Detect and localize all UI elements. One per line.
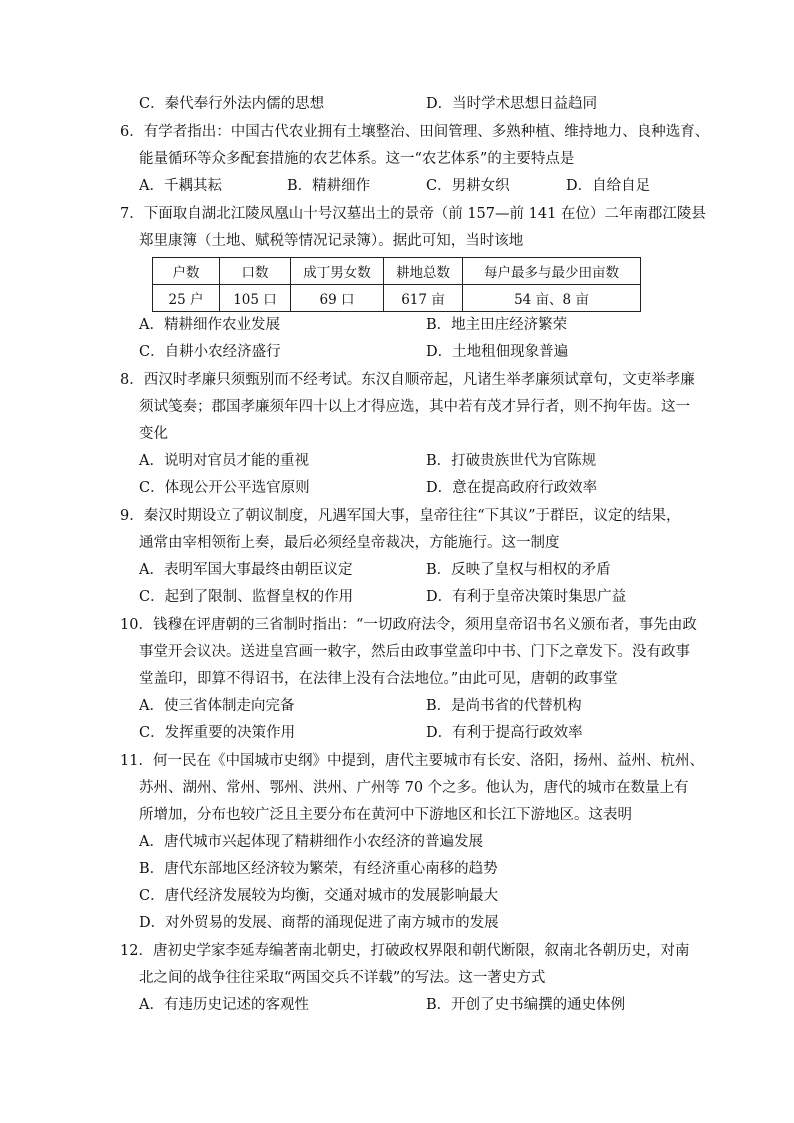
table-header-row [153, 258, 641, 285]
q9-option-c: C．起到了限制、监督皇权的作用 [139, 589, 354, 605]
table-header-cell: 每户最多与最少田亩数 [463, 258, 641, 285]
q9-stem-line-1: 9．秦汉时期设立了朝议制度，凡遇军国大事，皇帝往往“下其议”于群臣，议定的结果， [120, 508, 681, 524]
table-row [153, 285, 641, 312]
q8-stem-line-1: 8．西汉时孝廉只须甄别而不经考试。东汉自顺帝起，凡诸生举孝廉须试章句，文吏举孝廉 [120, 372, 695, 388]
q7-option-c: C．自耕小农经济盛行 [139, 344, 281, 360]
table-header-cell: 成丁男女数 [291, 258, 384, 285]
q10-stem-line-2: 事堂开会议决。送进皇宫画一敕字，然后由政事堂盖印中书、门下之章发下。没有政事 [139, 644, 690, 660]
q7-option-d: D．土地租佃现象普遍 [426, 344, 569, 360]
q6-option-c: C．男耕女织 [426, 178, 510, 194]
q6-option-a: A．千耦其耘 [139, 178, 222, 194]
q10-stem-line-3: 堂盖印，即算不得诏书，在法律上没有合法地位。”由此可见，唐朝的政事堂 [139, 671, 618, 687]
q8-option-d: D．意在提高政府行政效率 [426, 480, 598, 496]
table-cell: 69 口 [291, 285, 384, 312]
q7-stem-line-1: 7．下面取自湖北江陵凤凰山十号汉墓出土的景帝（前 157—前 141 在位）二年南郡江陵县 [120, 206, 706, 222]
q11-option-c: C．唐代经济发展较为均衡，交通对城市的发展影响最大 [139, 888, 499, 904]
q9-option-b: B．反映了皇权与相权的矛盾 [426, 562, 611, 578]
q8-option-c: C．体现公开公平选官原则 [139, 480, 310, 496]
table-cell: 105 口 [220, 285, 291, 312]
q5-option-d: D．当时学术思想日益趋同 [426, 96, 598, 112]
q9-option-d: D．有利于皇帝决策时集思广益 [426, 589, 627, 605]
q6-option-d: D．自给自足 [566, 178, 651, 194]
q10-option-b: B．是尚书省的代替机构 [426, 698, 582, 714]
q11-stem-line-3: 所增加，分布也较广泛且主要分布在黄河中下游地区和长江下游地区。这表明 [139, 807, 632, 823]
q11-option-a: A．唐代城市兴起体现了精耕细作小农经济的普遍发展 [139, 834, 483, 850]
q10-option-c: C．发挥重要的决策作用 [139, 725, 296, 741]
q5-option-c: C．秦代奉行外法内儒的思想 [139, 96, 325, 112]
q11-option-b: B．唐代东部地区经济较为繁荣，有经济重心南移的趋势 [139, 861, 498, 877]
q8-stem-line-2: 须试笺奏；郡国孝廉须年四十以上才得应选，其中若有茂才异行者，则不拘年齿。这一 [139, 399, 690, 415]
q8-stem-line-3: 变化 [139, 426, 168, 442]
q10-stem-line-1: 10．钱穆在评唐朝的三省制时指出：“一切政府法令，须用皇帝诏书名义颁布者，事先由政 [120, 617, 697, 633]
q9-option-a: A．表明军国大事最终由朝臣议定 [139, 562, 353, 578]
table-header-cell: 口数 [220, 258, 291, 285]
table-cell: 617 亩 [384, 285, 463, 312]
q7-option-a: A．精耕细作农业发展 [139, 317, 280, 333]
q6-stem-line-1: 6．有学者指出：中国古代农业拥有土壤整治、田间管理、多熟种植、维持地力、良种选育、 [120, 124, 710, 140]
q11-stem-line-2: 苏州、湖州、常州、鄂州、洪州、广州等 70 个之多。他认为，唐代的城市在数量上有 [139, 780, 689, 796]
q7-data-table [152, 257, 641, 312]
q10-option-d: D．有利于提高行政效率 [426, 725, 583, 741]
q11-option-d: D．对外贸易的发展、商帮的涌现促进了南方城市的发展 [139, 915, 499, 931]
q7-option-b: B．地主田庄经济繁荣 [426, 317, 568, 333]
q12-stem-line-1: 12．唐初史学家李延寿编著南北朝史，打破政权界限和朝代断限，叙南北各朝历史，对南 [120, 943, 690, 959]
q9-stem-line-2: 通常由宰相领衔上奏，最后必须经皇帝裁决，方能施行。这一制度 [139, 535, 560, 551]
q12-option-b: B．开创了史书编撰的通史体例 [426, 997, 626, 1013]
q8-option-b: B．打破贵族世代为官陈规 [426, 453, 597, 469]
table-cell: 54 亩、8 亩 [463, 285, 641, 312]
q12-option-a: A．有违历史记述的客观性 [139, 997, 309, 1013]
table-header-cell: 户数 [153, 258, 220, 285]
q11-stem-line-1: 11．何一民在《中国城市史纲》中提到，唐代主要城市有长安、洛阳，扬州、益州、杭州、 [120, 753, 704, 769]
q8-option-a: A．说明对官员才能的重视 [139, 453, 309, 469]
table-cell: 25 户 [153, 285, 220, 312]
q10-option-a: A．使三省体制走向完备 [139, 698, 295, 714]
q7-stem-line-2: 郑里康簿（土地、赋税等情况记录簿）。据此可知，当时该地 [139, 233, 524, 249]
q6-stem-line-2: 能量循环等众多配套措施的农艺体系。这一“农艺体系”的主要特点是 [139, 151, 575, 167]
q12-stem-line-2: 北之间的战争往往采取“两国交兵不详载”的写法。这一著史方式 [139, 970, 546, 986]
q6-option-b: B．精耕细作 [287, 178, 371, 194]
table-header-cell: 耕地总数 [384, 258, 463, 285]
